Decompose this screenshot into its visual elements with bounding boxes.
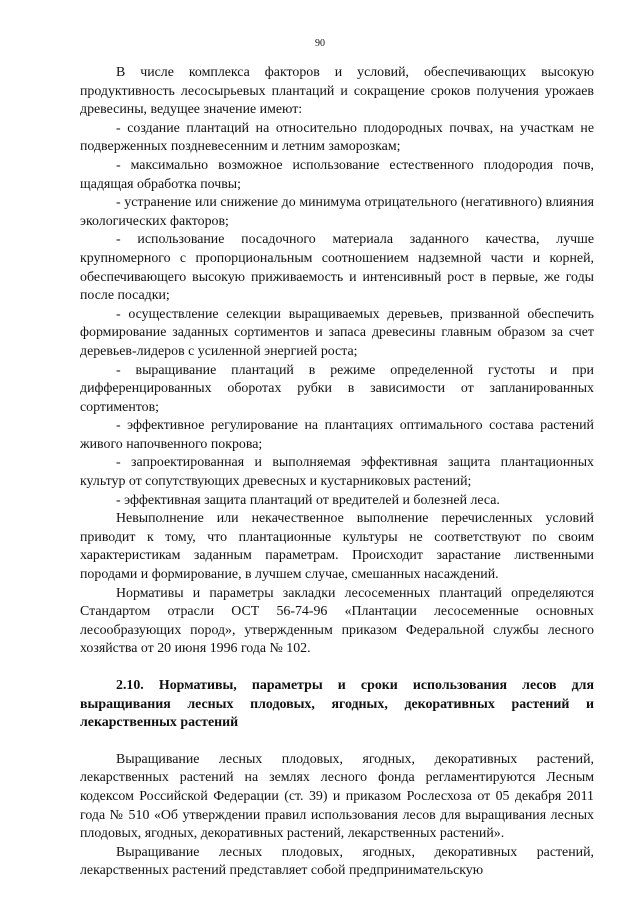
list-item: - эффективное регулирование на плантациях оптимального состава растений живого напочвенного покрова; — [80, 418, 594, 452]
paragraph-intro: В числе комплекса факторов и условий, обеспечивающих высокую продуктивность лесосырьевых плантаций и сокращение сроков получения урожаев древесины, ведущее значение имеют: — [80, 65, 594, 118]
page-number: 90 — [315, 38, 325, 49]
list-item: - использование посадочного материала заданного качества, лучше крупномерного с пропорциональным соотношением надземной части и корней, обеспечивающего высокую приживаемость и интенсивный рост в первые, же годы после посадки; — [80, 232, 594, 304]
paragraph: Невыполнение или некачественное выполнение перечисленных условий приводит к тому, что плантационные культуры не соответствуют по своим характеристикам заданным параметрам. Происходит зарастание лиственными породами и формирование, в лучшем случае, смешанных насаждений. — [80, 511, 594, 583]
document-body — [80, 64, 594, 881]
paragraph: Выращивание лесных плодовых, ягодных, декоративных растений, лекарственных растений на землях лесного фонда регламентируются Лесным кодексом Российской Федерации (ст. 39) и приказом Рослесхоза от 05 декабря 2011 года № 510 «Об утверждении правил использования лесов для выращивания лесных плодовых, ягодных, декоративных растений, лекарственных растений». — [80, 751, 594, 842]
section-heading: 2.10. Нормативы, параметры и сроки использования лесов для выращивания лесных плодовых, ягодных, декоративных растений и лекарственных растений — [80, 678, 594, 731]
list-item: - эффективная защита плантаций от вредителей и болезней леса. — [116, 492, 500, 508]
list-item: - устранение или снижение до минимума отрицательного (негативного) влияния экологических факторов; — [80, 195, 594, 229]
list-item: - запроектированная и выполняемая эффективная защита плантационных культур от сопутствующих древесных и кустарниковых растений; — [80, 455, 594, 490]
paragraph: Выращивание лесных плодовых, ягодных, декоративных растений, лекарственных растений представляет собой предпринимательскую — [80, 844, 594, 879]
list-item: - осуществление селекции выращиваемых деревьев, призванной обеспечить формирование заданных сортиментов и запаса древесины главным образом за счет деревьев-лидеров с усиленной энергией роста; — [80, 306, 594, 359]
paragraph: Нормативы и параметры закладки лесосеменных плантаций определяются Стандартом отрасли ОСТ 56-74-96 «Плантации лесосеменные основных лесообразующих пород», утвержденным приказом Федеральной службы лесного хозяйства от 20 июня 1996 года № 102. — [80, 585, 594, 657]
list-item: - выращивание плантаций в режиме определенной густоты и при дифференцированных оборотах рубки в зависимости от запланированных сортиментов; — [80, 362, 594, 415]
list-item: - максимально возможное использование естественного плодородия почв, щадящая обработка почвы; — [80, 157, 594, 192]
list-item: - создание плантаций на относительно плодородных почвах, на участкам не подверженных поздневесенним и летним заморозкам; — [80, 120, 594, 155]
